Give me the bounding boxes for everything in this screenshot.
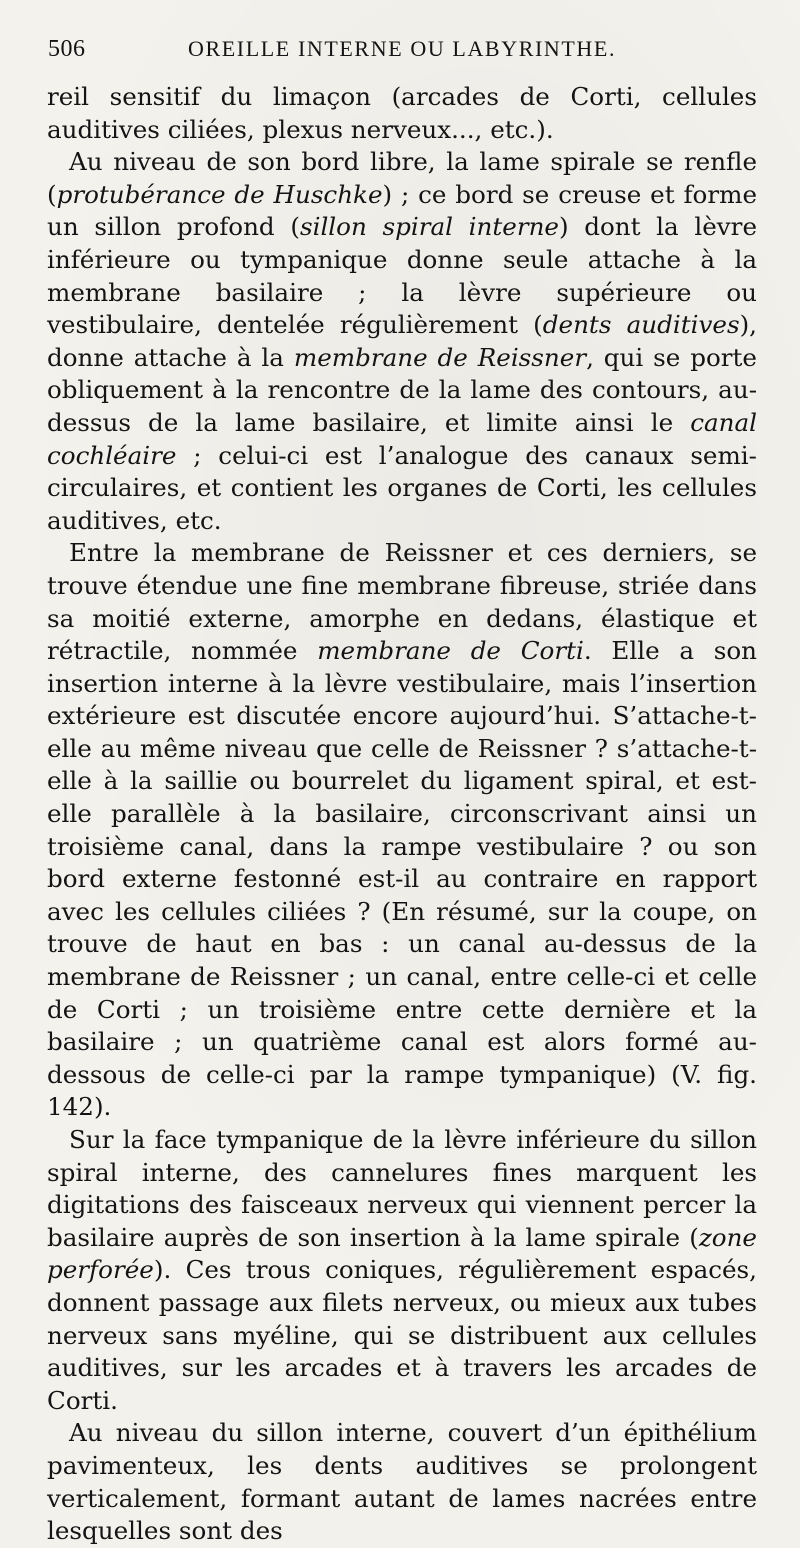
paragraph xyxy=(47,537,757,1124)
paragraph xyxy=(47,1417,757,1547)
paragraph xyxy=(47,81,757,146)
text-run: Au niveau du sillon interne, couvert d’un épithélium pavimenteux, les dents auditives se prolongent verticalement, formant autant de lames nacrées entre lesquelles sont des xyxy=(47,1418,757,1546)
page-number: 506 xyxy=(48,36,86,62)
body-text xyxy=(47,81,757,1548)
text-run: Entre la membrane de Reissner et ces derniers, se trouve étendue une fine membrane fibreuse, striée dans sa moitié externe, amorphe en dedans, élastique et rétractile, nommée xyxy=(47,538,757,666)
italic-term: protubérance de Huschke xyxy=(56,179,383,209)
running-title: OREILLE INTERNE OU LABYRINTHE. xyxy=(188,36,617,61)
page-header xyxy=(48,36,754,72)
italic-term: sillon spiral interne xyxy=(299,212,559,242)
text-run: ) dont la lèvre inférieure ou tympanique donne seule attache à la membrane basilaire ; la lèvre supérieure ou vestibulaire, dentelée régulièrement ( xyxy=(47,212,757,340)
text-run: Au niveau de son bord libre, la lame spirale se renfle ( xyxy=(47,147,757,209)
text-run: . Elle a son insertion interne à la lèvre vestibulaire, mais l’insertion extérieure est discutée encore aujourd’hui. S’attache-t-elle au même niveau que celle de Reissner ? s’attache-t-elle à la saillie ou bourrelet du ligament spiral, et est-elle parallèle à la basilaire, circonscrivant ainsi un troisième canal, dans la rampe vestibulaire ? ou son bord externe festonné est-il au contraire en rapport avec les cellules ciliées ? (En résumé, sur la coupe, on trouve de haut en bas : un canal au-dessus de la membrane de Reissner ; un canal, entre celle-ci et celle de Corti ; un troisième entre cette dernière et la basilaire ; un quatrième canal est alors formé au-dessous de celle-ci par la rampe tympanique) (V. fig. 142). xyxy=(47,636,757,1122)
text-run: ). Ces trous coniques, régulièrement espacés, donnent passage aux filets nerveux, ou mieux aux tubes nerveux sans myéline, qui se distribuent aux cellules auditives, sur les arcades et à travers les arcades de Corti. xyxy=(47,1255,757,1415)
italic-term: membrane de Reissner xyxy=(293,342,587,372)
text-run: ; celui-ci est l’analogue des canaux semi-circulaires, et contient les organes de Corti, les cellules auditives, etc. xyxy=(47,440,757,535)
italic-term: zone perforée xyxy=(47,1222,757,1285)
paragraph xyxy=(47,1124,757,1417)
italic-term: membrane de Corti xyxy=(317,636,584,666)
text-run: ) ; ce bord se creuse et forme un sillon profond ( xyxy=(47,179,757,242)
text-run: Sur la face tympanique de la lèvre inférieure du sillon spiral interne, des cannelures fines marquent les digitations des faisceaux nerveux qui viennent percer la basilaire auprès de son insertion à la lame spirale ( xyxy=(47,1125,757,1252)
text-run: reil sensitif du limaçon (arcades de Corti, cellules auditives ciliées, plexus nerveux..., etc.). xyxy=(47,82,757,144)
text-run: , qui se porte obliquement à la rencontre de la lame des contours, au-dessus de la lame basilaire, et limite ainsi le xyxy=(47,342,757,437)
italic-term: dents auditives xyxy=(542,310,740,340)
paragraph xyxy=(47,146,757,537)
italic-term: canal cochléaire xyxy=(47,407,757,470)
text-run: ), donne attache à la xyxy=(47,310,757,372)
